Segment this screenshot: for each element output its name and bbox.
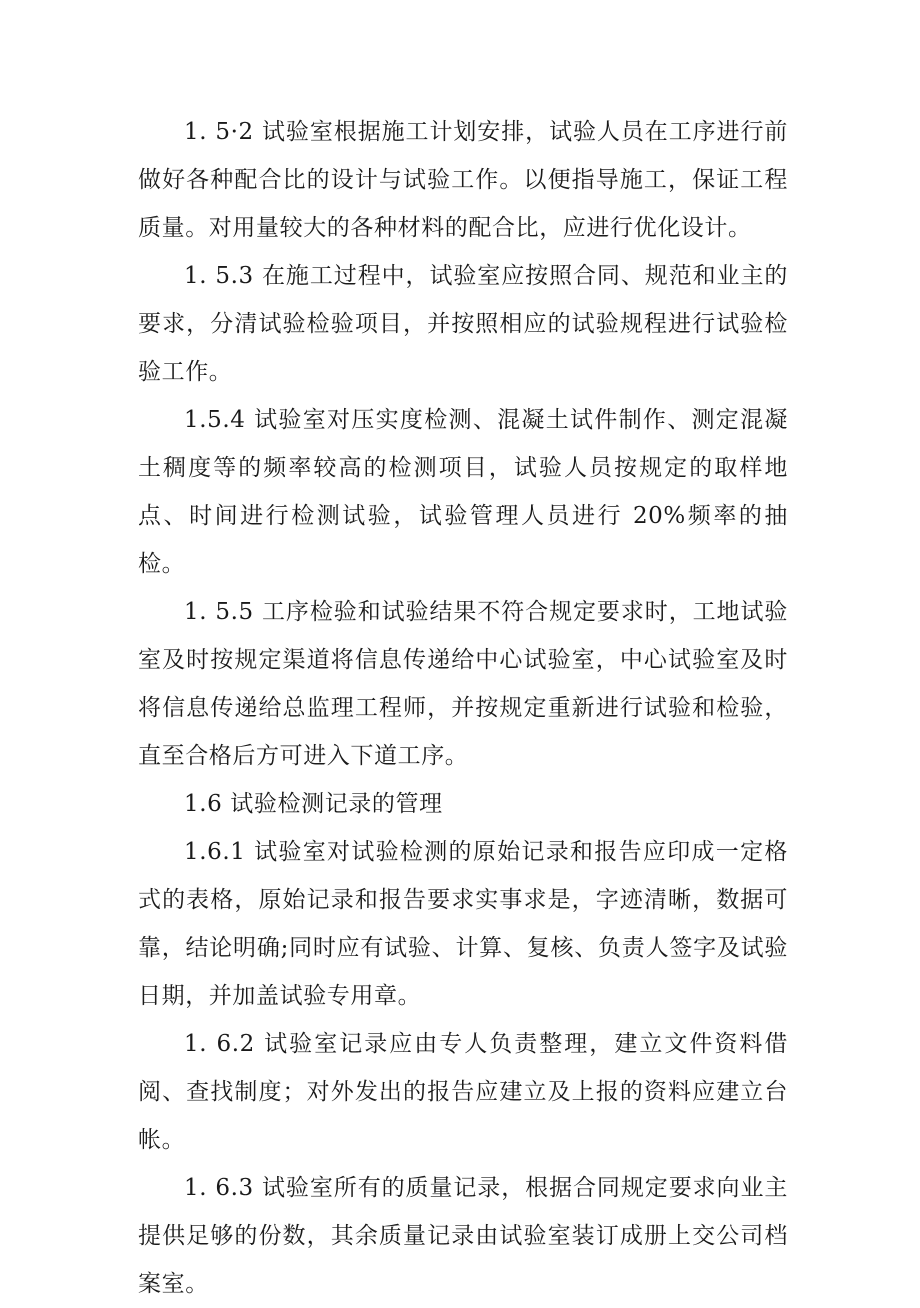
paragraph-1-6-1: 1.6.1 试验室对试验检测的原始记录和报告应印成一定格式的表格，原始记录和报告要求实事求是，字迹清晰，数据可靠，结论明确;同时应有试验、计算、复核、负责人签字及试验日期，并加盖试验专用章。 <box>138 839 788 1009</box>
paragraph-1-5-4: 1.5.4 试验室对压实度检测、混凝土试件制作、测定混凝土稠度等的频率较高的检测项目，试验人员按规定的取样地点、时间进行检测试验，试验管理人员进行 20%频率的抽检。 <box>138 407 788 577</box>
paragraph-1-5-3: 1. 5.3 在施工过程中，试验室应按照合同、规范和业主的要求，分清试验检验项目，并按照相应的试验规程进行试验检验工作。 <box>138 263 788 385</box>
paragraph-1-6-3: 1. 6.3 试验室所有的质量记录，根据合同规定要求向业主提供足够的份数，其余质量记录由试验室装订成册上交公司档案室。 <box>138 1175 788 1297</box>
paragraph-1-5-2: 1. 5·2 试验室根据施工计划安排，试验人员在工序进行前做好各种配合比的设计与试验工作。以便指导施工，保证工程质量。对用量较大的各种材料的配合比，应进行优化设计。 <box>138 119 788 241</box>
document-body <box>138 108 788 1308</box>
paragraph-1-6-2: 1. 6.2 试验室记录应由专人负责整理，建立文件资料借阅、查找制度；对外发出的报告应建立及上报的资料应建立台帐。 <box>138 1031 788 1153</box>
section-heading-1-6: 1.6 试验检测记录的管理 <box>184 791 443 817</box>
paragraph-1-5-5: 1. 5.5 工序检验和试验结果不符合规定要求时，工地试验室及时按规定渠道将信息传递给中心试验室，中心试验室及时将信息传递给总监理工程师，并按规定重新进行试验和检验，直至合格后方可进入下道工序。 <box>138 599 788 769</box>
